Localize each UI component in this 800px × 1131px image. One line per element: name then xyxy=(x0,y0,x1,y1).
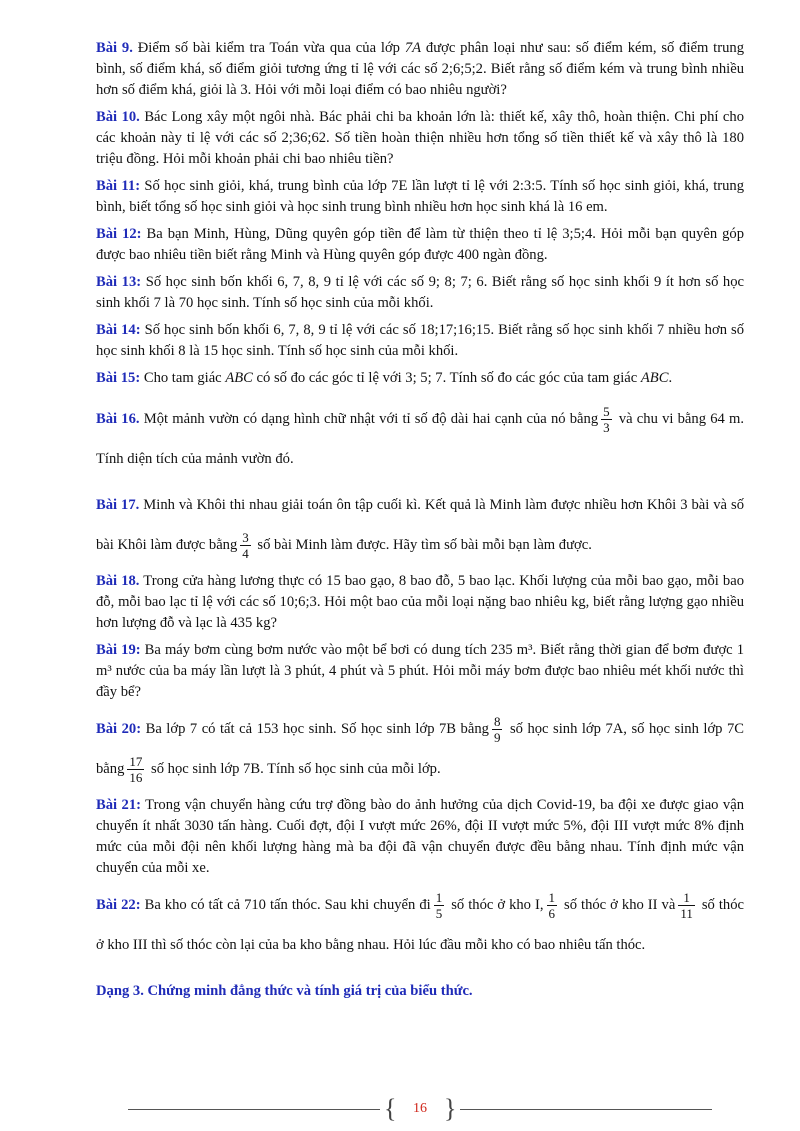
problem-text: Trong vận chuyển hàng cứu trợ đồng bào do ảnh hưởng của dịch Covid-19, ba đội xe được giao vận chuyển ít nhất 3030 tấn hàng. Cuối đợt, đội I vượt mức 26%, đội II vượt mức 5%, đội III vượt mức 8% định mức của mỗi đội nên khối lượng hàng mà ba đội đã vận chuyển được đều bằng nhau. Tính định mức vận chuyển của mỗi xe. xyxy=(96,797,744,876)
problem-15 xyxy=(96,368,744,389)
fraction-denominator: 16 xyxy=(129,770,143,786)
fraction-denominator: 5 xyxy=(435,906,443,922)
triangle-name: ABC xyxy=(640,370,669,386)
problem-label: Bài 16. xyxy=(96,411,140,427)
page-footer xyxy=(128,1096,712,1124)
problem-text: Số học sinh bốn khối 6, 7, 8, 9 tỉ lệ với các số 18;17;16;15. Biết rằng số học sinh khối 7 nhiều hơn số học sinh khối 8 là 15 học sinh. Tính số học sinh của mỗi khối. xyxy=(96,322,744,359)
problem-text: số học sinh lớp 7A, số học sinh lớp 7C bằng xyxy=(96,721,745,777)
fraction-denominator: 11 xyxy=(680,906,693,922)
fraction xyxy=(127,754,144,785)
problem-text: . xyxy=(668,370,673,386)
problem-18 xyxy=(96,571,744,634)
problem-21 xyxy=(96,795,744,879)
fraction xyxy=(434,890,445,921)
problem-label: Bài 17. xyxy=(96,497,140,513)
problem-17 xyxy=(96,485,744,565)
document-body xyxy=(96,38,744,1017)
fraction xyxy=(492,714,503,745)
problem-text: Số học sinh bốn khối 6, 7, 8, 9 tỉ lệ với các số 9; 8; 7; 6. Biết rằng số học sinh khối 9 ít hơn số học sinh khối 7 là 70 học sinh. Tính số học sinh của mỗi khối. xyxy=(96,274,745,311)
problem-text: Một mảnh vườn có dạng hình chữ nhật với tỉ số độ dài hai cạnh của nó bằng xyxy=(139,411,599,427)
problem-text: số thóc ở kho III thì số thóc còn lại của ba kho bằng nhau. Hỏi lúc đầu mỗi kho có bao nhiêu tấn thóc. xyxy=(96,897,744,953)
class-name: 7A xyxy=(404,40,422,56)
footer-rule-right xyxy=(460,1109,712,1110)
problem-text: Bác Long xây một ngôi nhà. Bác phải chi ba khoản lớn là: thiết kế, xây thô, hoàn thiện. Chi phí cho các khoản này tỉ lệ với các số 2;36;62. Số tiền hoàn thiện nhiều hơn tổng số tiền thiết kế và xây thô là 180 triệu đồng. Hỏi mỗi khoản phải chi bao nhiêu tiền? xyxy=(96,109,744,167)
fraction-numerator: 1 xyxy=(435,890,443,906)
problem-text: Số học sinh giỏi, khá, trung bình của lớp 7E lần lượt tỉ lệ với 2:3:5. Tính số học sinh giỏi, khá, trung bình, biết tổng số học sinh giỏi và học sinh trung bình nhiều hơn học sinh khá là 16 em. xyxy=(96,178,744,215)
problem-label: Bài 9. xyxy=(96,40,133,56)
problem-text: có số đo các góc tỉ lệ với 3; 5; 7. Tính số đo các góc của tam giác xyxy=(252,370,641,386)
fraction-numerator: 17 xyxy=(129,754,143,770)
problem-text: được phân loại như sau: số điểm kém, số điểm trung bình, số điểm khá, số điểm giỏi tương ứng tỉ lệ với các số 2;6;5;2. Biết rằng số điểm kém và trung bình nhiều hơn số điểm khá, giỏi là 3. Hỏi với mỗi loại điểm có bao nhiêu người? xyxy=(96,40,744,98)
problem-13 xyxy=(96,272,744,314)
problem-10 xyxy=(96,107,744,170)
problem-text: Cho tam giác xyxy=(140,370,226,386)
fraction-denominator: 3 xyxy=(603,420,610,436)
problem-20 xyxy=(96,709,744,789)
fraction-numerator: 1 xyxy=(678,890,695,906)
problem-label: Bài 13: xyxy=(96,274,142,290)
problem-text: số học sinh lớp 7B. Tính số học sinh của mỗi lớp. xyxy=(147,761,441,777)
problem-text: Trong cửa hàng lương thực có 15 bao gạo, 8 bao đỗ, 5 bao lạc. Khối lượng của mỗi bao gạo, mỗi bao đỗ, mỗi bao lạc tỉ lệ với các số 10;6;3. Hỏi một bao của mỗi loại nặng bao nhiêu kg, biết rằng lượng gạo nhiều hơn lượng đỗ và lạc là 435 kg? xyxy=(96,573,745,631)
problem-22 xyxy=(96,885,744,965)
fraction xyxy=(601,404,612,435)
problem-label: Bài 12: xyxy=(96,226,142,242)
page-number: 16 xyxy=(413,1101,427,1116)
section-title: Dạng 3. Chứng minh đẳng thức và tính giá trị của biểu thức. xyxy=(96,983,473,999)
fraction xyxy=(240,530,251,561)
problem-text: Ba lớp 7 có tất cả 153 học sinh. Số học sinh lớp 7B bằng xyxy=(141,721,489,737)
fraction-denominator: 6 xyxy=(548,906,556,922)
fraction-numerator: 3 xyxy=(242,530,249,546)
problem-text: Minh và Khôi thi nhau giải toán ôn tập cuối kì. Kết quả là Minh làm được nhiều hơn Khôi 3 bài và số bài Khôi làm được bằng xyxy=(96,497,744,553)
problem-label: Bài 20: xyxy=(96,721,142,737)
problem-label: Bài 19: xyxy=(96,642,141,658)
problem-11 xyxy=(96,176,744,218)
fraction-numerator: 8 xyxy=(493,714,501,730)
fraction-denominator: 4 xyxy=(242,546,249,562)
problem-text: số thóc ở kho I, xyxy=(447,897,544,913)
left-brace-icon: { xyxy=(384,1094,397,1123)
fraction-numerator: 1 xyxy=(548,890,556,906)
problem-text: Ba máy bơm cùng bơm nước vào một bể bơi có dung tích 235 m³. Biết rằng thời gian để bơm được 1 m³ nước của ba máy lần lượt là 3 phút, 4 phút và 5 phút. Hỏi mỗi máy bơm được bao nhiêu mét khối nước thì đầy bể? xyxy=(96,642,744,700)
problem-9 xyxy=(96,38,744,101)
triangle-name: ABC xyxy=(225,370,253,386)
problem-label: Bài 18. xyxy=(96,573,140,589)
fraction-numerator: 5 xyxy=(603,404,610,420)
problem-14 xyxy=(96,320,744,362)
fraction-denominator: 9 xyxy=(493,730,501,746)
right-brace-icon: } xyxy=(444,1094,457,1123)
problem-label: Bài 14: xyxy=(96,322,141,338)
problem-text: số thóc ở kho II và xyxy=(560,897,676,913)
footer-rule-left xyxy=(128,1109,380,1110)
problem-text: và chu vi bằng 64 m. Tính diện tích của mảnh vườn đó. xyxy=(96,411,744,467)
problem-label: Bài 22: xyxy=(96,897,141,913)
problem-12 xyxy=(96,224,744,266)
problem-text: số bài Minh làm được. Hãy tìm số bài mỗi bạn làm được. xyxy=(253,537,592,553)
problem-text: Ba kho có tất cả 710 tấn thóc. Sau khi chuyển đi xyxy=(140,897,431,913)
problem-text: Điểm số bài kiểm tra Toán vừa qua của lớp xyxy=(132,40,405,56)
problem-label: Bài 21: xyxy=(96,797,141,813)
problem-label: Bài 11: xyxy=(96,178,141,194)
fraction xyxy=(678,890,695,921)
problem-label: Bài 10. xyxy=(96,109,140,125)
problem-text: Ba bạn Minh, Hùng, Dũng quyên góp tiền để làm từ thiện theo tỉ lệ 3;5;4. Hỏi mỗi bạn quyên góp được bao nhiêu tiền biết rằng Minh và Hùng quyên góp được 400 ngàn đồng. xyxy=(96,226,745,263)
problem-19 xyxy=(96,640,744,703)
problem-label: Bài 15: xyxy=(96,370,141,386)
fraction xyxy=(547,890,558,921)
problem-16 xyxy=(96,399,744,479)
